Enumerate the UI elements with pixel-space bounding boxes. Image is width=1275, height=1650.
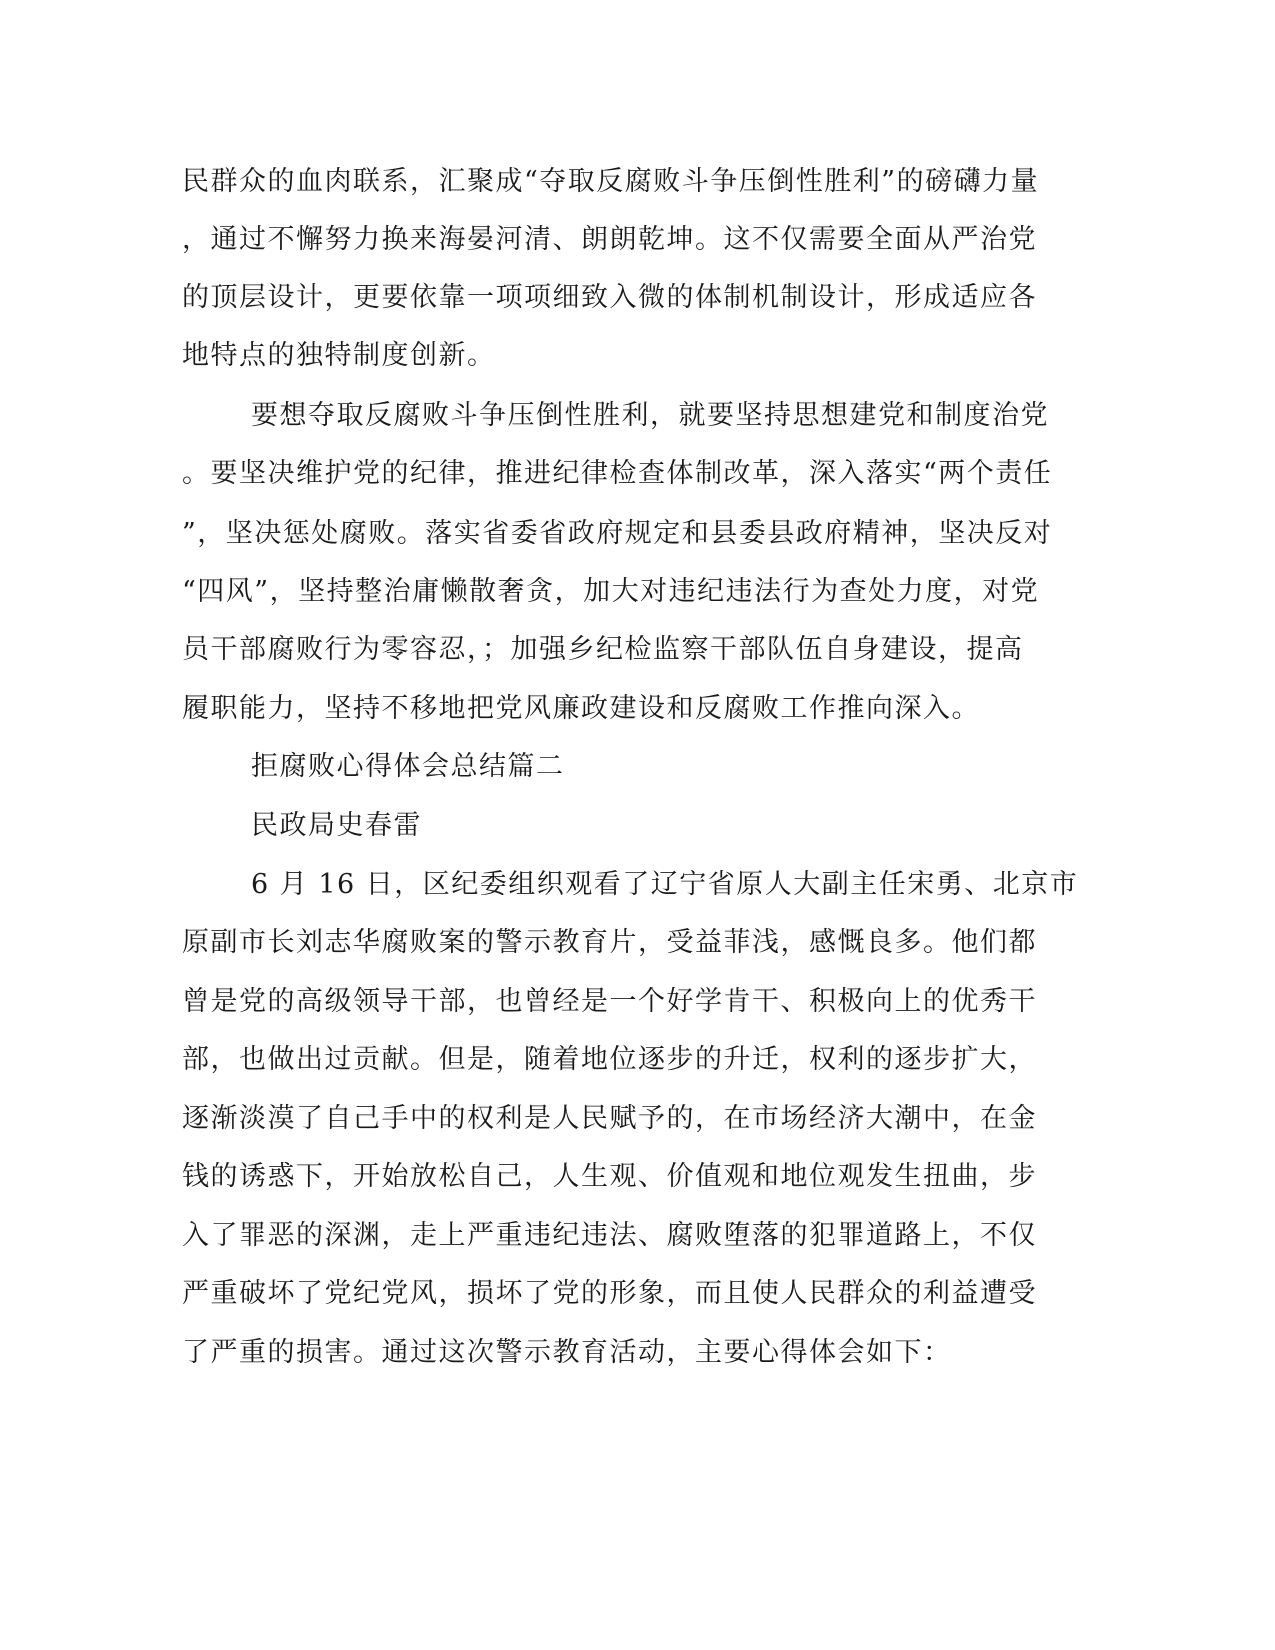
text-line: 地特点的独特制度创新。: [182, 340, 496, 371]
text-line: 钱的诱惑下，开始放松自己，人生观、价值观和地位观发生扭曲，步: [182, 1161, 1037, 1192]
text-line: 民群众的血肉联系，汇聚成“夺取反腐败斗争压倒性胜利”的磅礴力量: [182, 166, 1040, 197]
text-line: ，通过不懈努力换来海晏河清、朗朗乾坤。这不仅需要全面从严治党: [182, 224, 1037, 255]
author-line: 民政局史春雷: [251, 810, 422, 841]
text-line: 了严重的损害。通过这次警示教育活动，主要心得体会如下：: [182, 1337, 952, 1368]
section-heading: 拒腐败心得体会总结篇二: [251, 751, 565, 782]
text-line: 的顶层设计，更要依靠一项项细致入微的体制机制设计，形成适应各: [182, 282, 1037, 313]
text-line: 履职能力，坚持不移地把党风廉政建设和反腐败工作推向深入。: [182, 693, 980, 724]
text-line: 曾是党的高级领导干部，也曾经是一个好学肯干、积极向上的优秀干: [182, 986, 1037, 1017]
paragraph-first-line: 要想夺取反腐败斗争压倒性胜利，就要坚持思想建党和制度治党: [251, 400, 1049, 431]
text-line: 入了罪恶的深渊，走上严重违纪违法、腐败堕落的犯罪道路上，不仅: [182, 1220, 1037, 1251]
text-line: “四风”，坚持整治庸懒散奢贪，加大对违纪违法行为查处力度，对党: [182, 576, 1040, 607]
text-line: ”，坚决惩处腐败。落实省委省政府规定和县委县政府精神，坚决反对: [182, 518, 1053, 549]
text-line: 原副市长刘志华腐败案的警示教育片，受益菲浅，感慨良多。他们都: [182, 927, 1037, 958]
text-line: 部，也做出过贡献。但是，随着地位逐步的升迁，权利的逐步扩大，: [182, 1044, 1037, 1075]
text-line: 严重破坏了党纪党风，损坏了党的形象，而且使人民群众的利益遭受: [182, 1278, 1037, 1309]
paragraph-first-line: 6 月 16 日，区纪委组织观看了辽宁省原人大副主任宋勇、北京市: [251, 869, 1079, 900]
text-line: 。要坚决维护党的纪律，推进纪律检查体制改革，深入落实“两个责任: [182, 458, 1053, 489]
text-line: 逐渐淡漠了自己手中的权利是人民赋予的，在市场经济大潮中，在金: [182, 1103, 1037, 1134]
text-line: 员干部腐败行为零容忍，；加强乡纪检监察干部队伍自身建设，提高: [182, 634, 1024, 665]
